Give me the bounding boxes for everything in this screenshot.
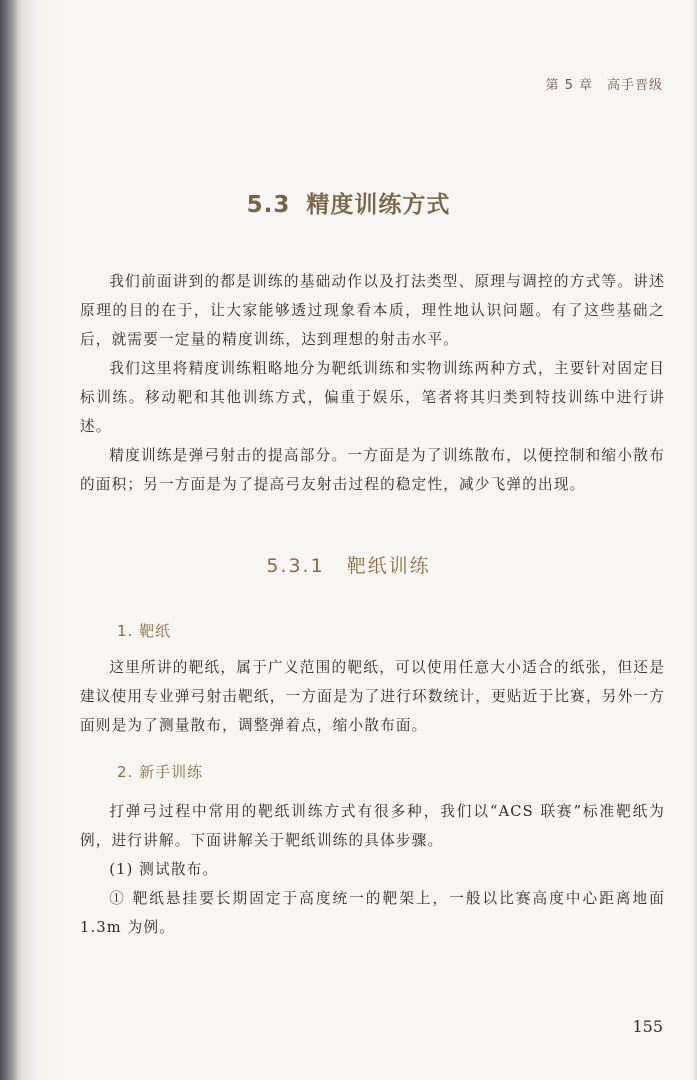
intro-paragraph: 我们这里将精度训练粗略地分为靶纸训练和实物训练两种方式，主要针对固定目标训练。移动靶和其他训练方式，偏重于娱乐，笔者将其归类到特技训练中进行讲述。 <box>80 360 665 435</box>
item-heading-beginner-training: 2. 新手训练 <box>117 763 204 781</box>
page-edge <box>693 0 697 1080</box>
item-heading-target-paper: 1. 靶纸 <box>117 622 172 640</box>
chapter-label: 第 5 章 <box>545 78 593 93</box>
subsection-heading <box>0 551 697 578</box>
running-header <box>545 74 663 93</box>
section-title: 精度训练方式 <box>306 192 451 218</box>
target-paper-text-block <box>80 653 665 740</box>
subsection-title: 靶纸训练 <box>346 555 431 577</box>
intro-paragraph: 精度训练是弹弓射击的提高部分。一方面是为了训练散布，以便控制和缩小散布的面积；另一方面是为了提高弓友射击过程的稳定性，减少飞弹的出现。 <box>80 447 665 493</box>
body-paragraph: 这里所讲的靶纸，属于广义范围的靶纸，可以使用任意大小适合的纸张，但还是建议使用专业弹弓射击靶纸，一方面是为了进行环数统计，更贴近于比赛，另外一方面则是为了测量散布，调整弹着点，缩小散布面。 <box>80 659 665 734</box>
beginner-training-text-block <box>80 797 665 942</box>
step-paragraph: (1) 测试散布。 <box>109 861 219 878</box>
intro-text-block <box>80 267 665 499</box>
section-heading <box>0 186 697 219</box>
book-spine-shadow <box>0 0 18 1080</box>
body-paragraph: 打弹弓过程中常用的靶纸训练方式有很多种，我们以“ACS 联赛”标准靶纸为例，进行讲解。下面讲解关于靶纸训练的具体步骤。 <box>80 803 665 849</box>
chapter-title: 高手晋级 <box>606 78 663 93</box>
intro-paragraph: 我们前面讲到的都是训练的基础动作以及打法类型、原理与调控的方式等。讲述原理的目的在于，让大家能够透过现象看本质，理性地认识问题。有了这些基础之后，就需要一定量的精度训练，达到理想的射击水平。 <box>80 273 665 348</box>
section-number: 5.3 <box>246 192 291 218</box>
page-number: 155 <box>632 1017 663 1036</box>
subsection-number: 5.3.1 <box>266 555 325 577</box>
step-paragraph: ① 靶纸悬挂要长期固定于高度统一的靶架上，一般以比赛高度中心距离地面 1.3m 为例。 <box>80 890 665 936</box>
